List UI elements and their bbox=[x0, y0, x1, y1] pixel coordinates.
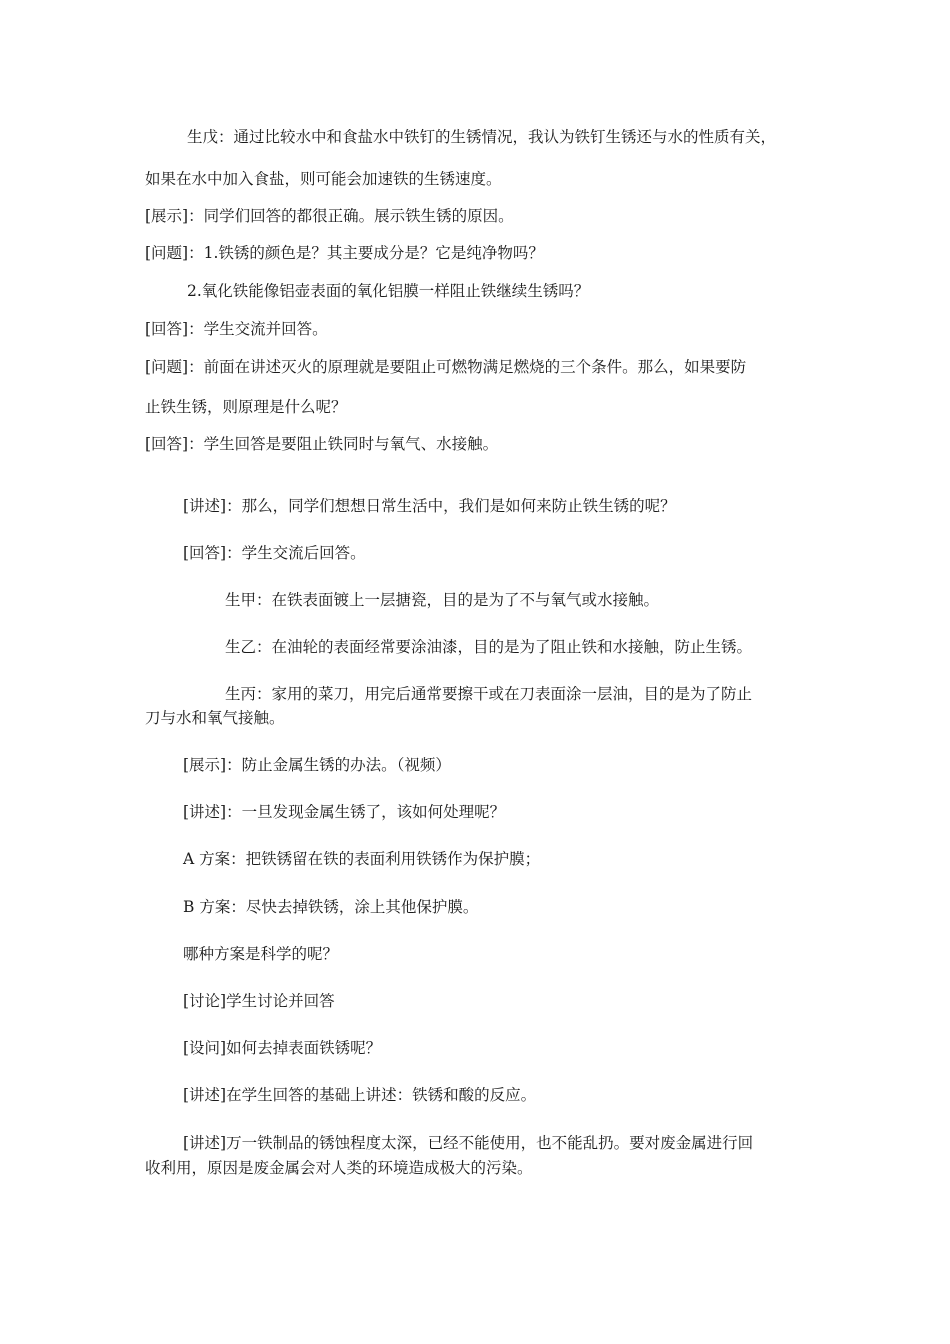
text-line: 生丙：家用的菜刀，用完后通常要擦干或在刀表面涂一层油，目的是为了防止 bbox=[225, 685, 753, 703]
text-line: [讲述]在学生回答的基础上讲述：铁锈和酸的反应。 bbox=[183, 1086, 537, 1104]
text-line: A 方案：把铁锈留在铁的表面利用铁锈作为保护膜； bbox=[183, 850, 541, 868]
text-line: [问题]：前面在讲述灭火的原理就是要阻止可燃物满足燃烧的三个条件。那么，如果要防 bbox=[145, 358, 747, 376]
text-line: [讲述]：那么，同学们想想日常生活中，我们是如何来防止铁生锈的呢？ bbox=[183, 497, 676, 515]
text-line: [问题]：1.铁锈的颜色是？其主要成分是？它是纯净物吗？ bbox=[145, 244, 544, 262]
text-line: B 方案：尽快去掉铁锈，涂上其他保护膜。 bbox=[183, 898, 479, 916]
text-line: 如果在水中加入食盐，则可能会加速铁的生锈速度。 bbox=[145, 170, 502, 188]
text-line: 2.氧化铁能像铝壶表面的氧化铝膜一样阻止铁继续生锈吗？ bbox=[187, 282, 590, 300]
text-line: [回答]：学生交流后回答。 bbox=[183, 544, 366, 562]
text-line: [回答]：学生回答是要阻止铁同时与氧气、水接触。 bbox=[145, 435, 499, 453]
text-line: 生乙：在油轮的表面经常要涂油漆，目的是为了阻止铁和水接触，防止生锈。 bbox=[225, 638, 753, 656]
text-line: [讨论]学生讨论并回答 bbox=[183, 992, 335, 1010]
text-line: 刀与水和氧气接触。 bbox=[145, 709, 285, 727]
text-line: 哪种方案是科学的呢？ bbox=[183, 945, 339, 963]
text-line: [讲述]：一旦发现金属生锈了，该如何处理呢？ bbox=[183, 803, 506, 821]
text-line: [设问]如何去掉表面铁锈呢？ bbox=[183, 1039, 382, 1057]
text-line: 止铁生锈，则原理是什么呢？ bbox=[145, 398, 347, 416]
text-line: 收利用，原因是废金属会对人类的环境造成极大的污染。 bbox=[145, 1159, 533, 1177]
text-line: [展示]：同学们回答的都很正确。展示铁生锈的原因。 bbox=[145, 207, 514, 225]
text-line: 生甲：在铁表面镀上一层搪瓷，目的是为了不与氧气或水接触。 bbox=[225, 591, 660, 609]
text-line: [讲述]万一铁制品的锈蚀程度太深，已经不能使用，也不能乱扔。要对废金属进行回 bbox=[183, 1134, 754, 1152]
text-line: 生戊：通过比较水中和食盐水中铁钉的生锈情况，我认为铁钉生锈还与水的性质有关， bbox=[187, 128, 777, 146]
text-line: [回答]：学生交流并回答。 bbox=[145, 320, 328, 338]
text-line: [展示]：防止金属生锈的办法。（视频） bbox=[183, 756, 451, 774]
